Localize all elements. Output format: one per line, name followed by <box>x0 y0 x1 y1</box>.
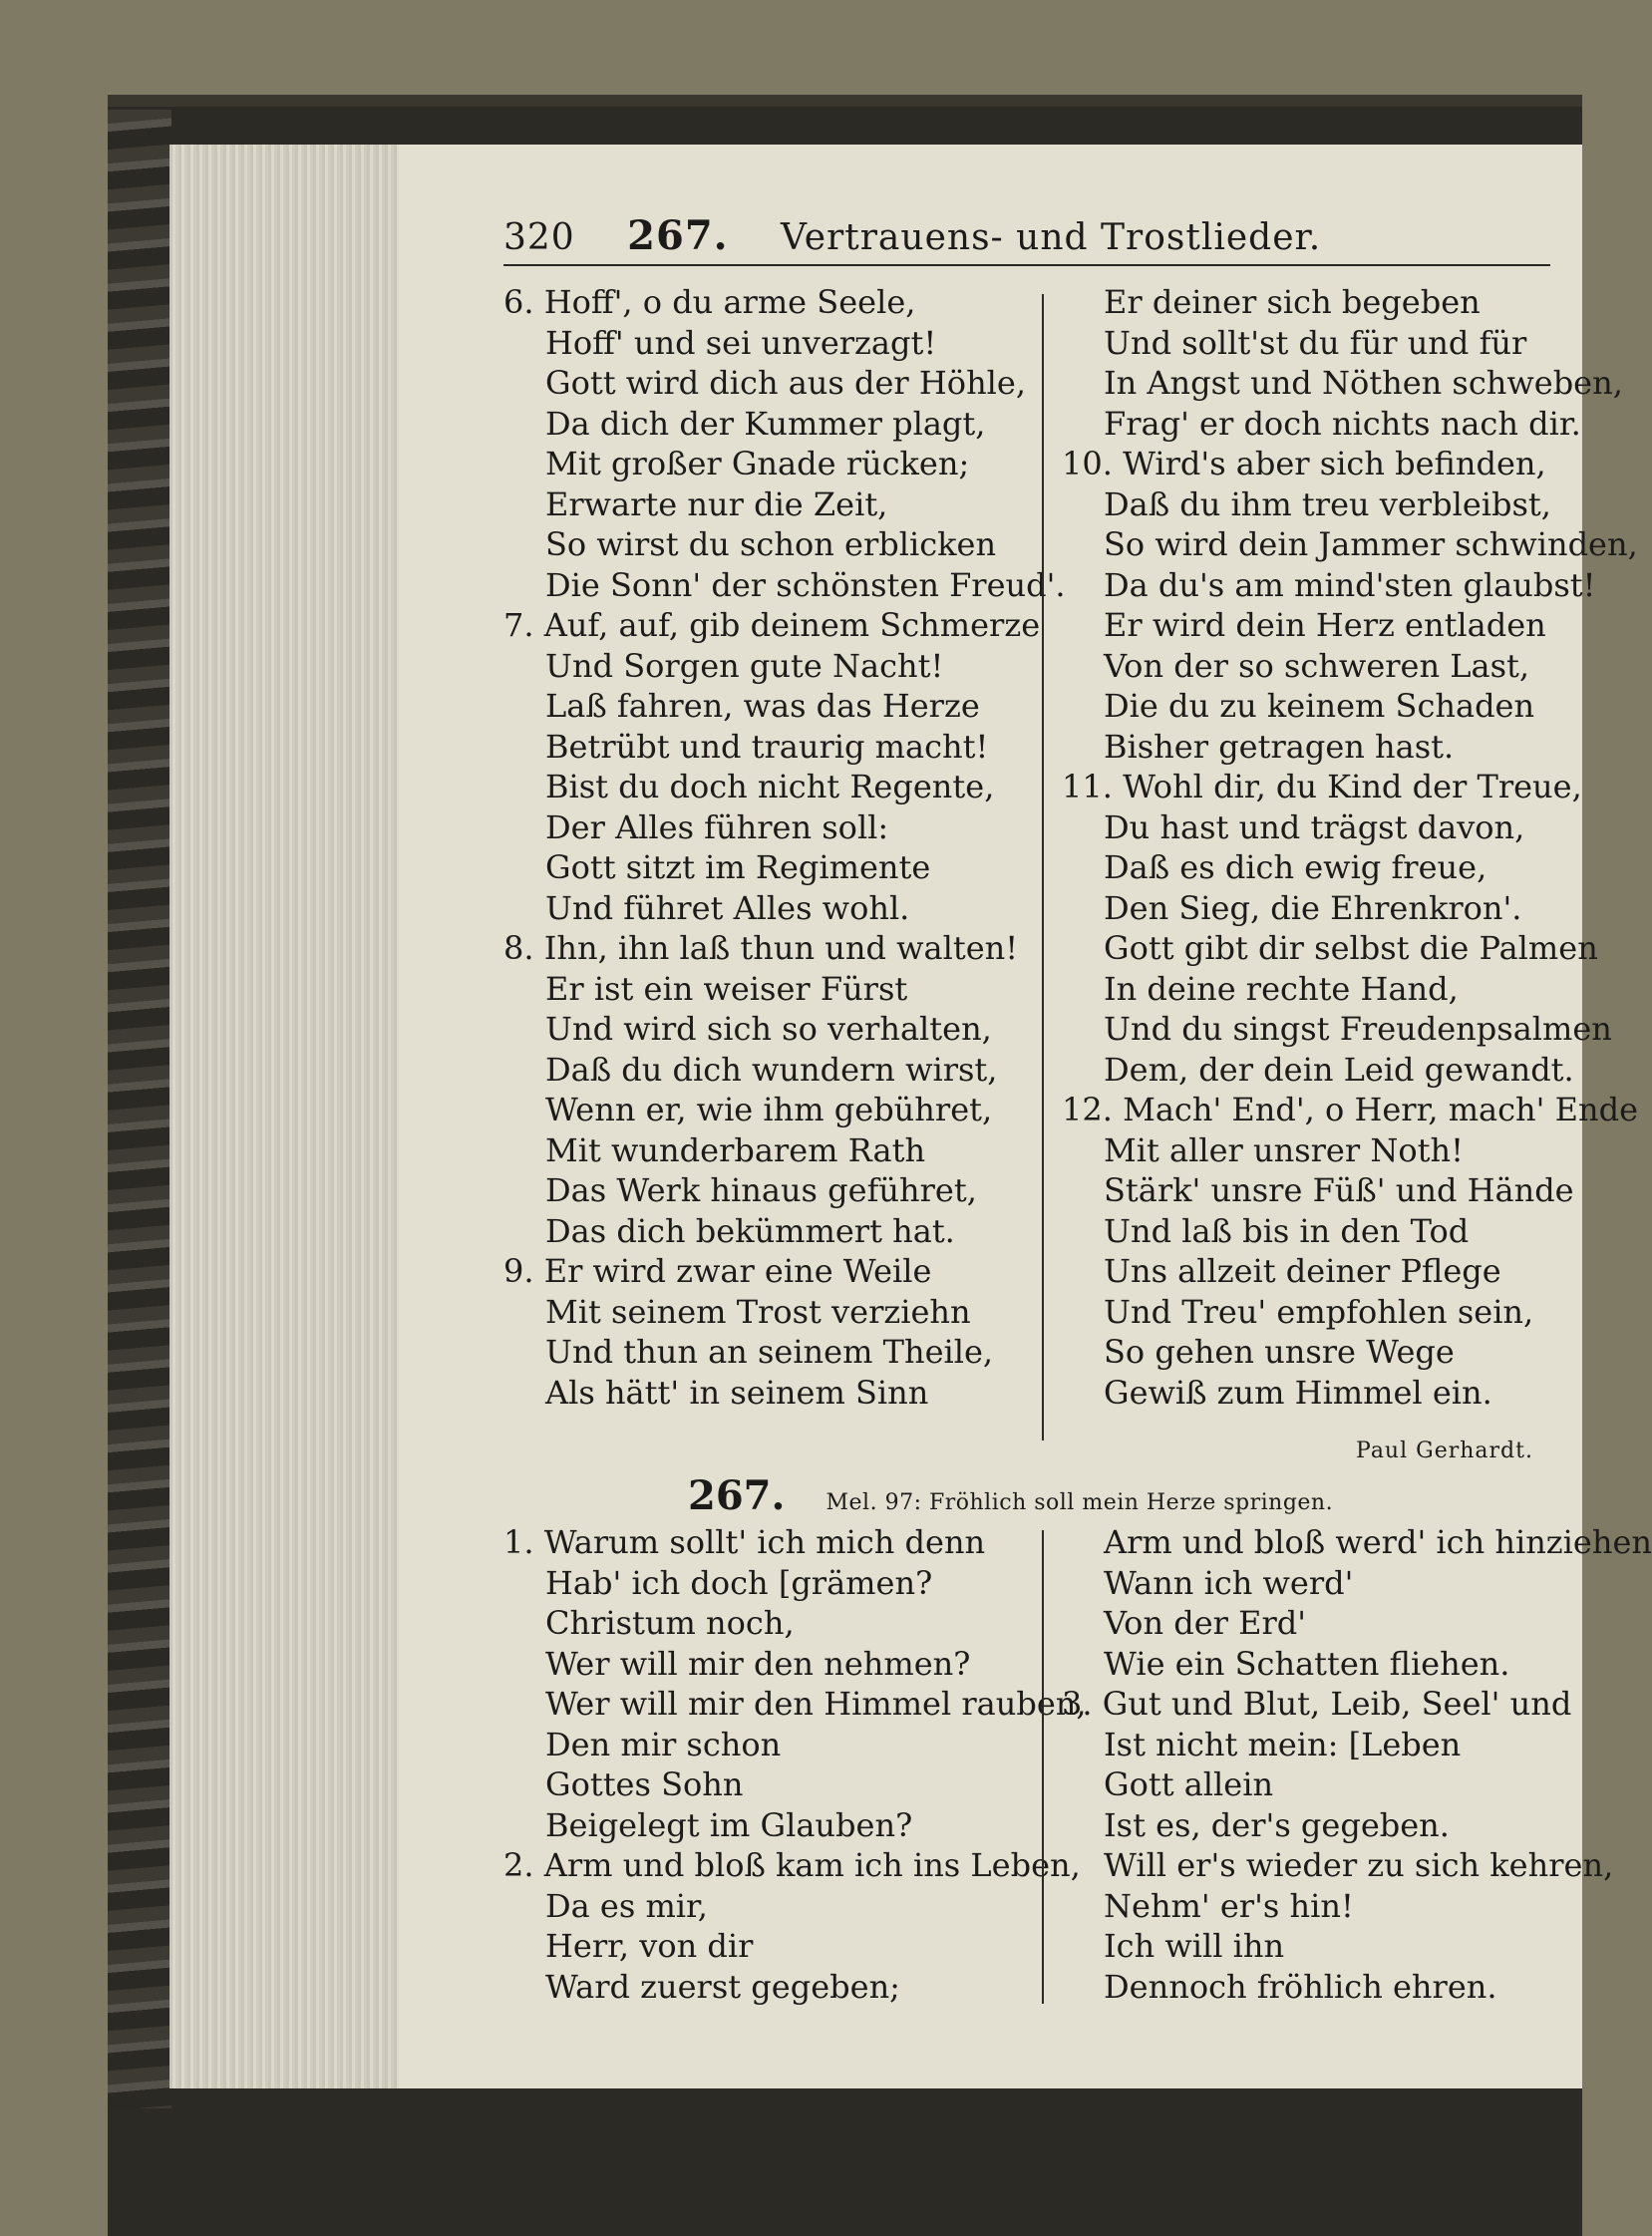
verse-line: Da dich der Kummer plagt, <box>545 404 986 443</box>
verse-line: Daß es dich ewig freue, <box>1104 848 1487 886</box>
verse-line: Laß fahren, was das Herze <box>545 687 980 725</box>
verse-line: Wie ein Schatten fliehen. <box>1104 1644 1510 1683</box>
verse-line: Da es mir, <box>545 1886 708 1925</box>
verse-line: Betrübt und traurig macht! <box>545 727 989 766</box>
verse-line: Mit seinem Trost verziehn <box>545 1292 971 1331</box>
book-page <box>399 145 1652 2088</box>
verse-line: Wenn er, wie ihm gebühret, <box>545 1091 993 1128</box>
verse-line: Ist nicht mein: [Leben <box>1104 1725 1462 1763</box>
verse-line: Ist es, der's gegeben. <box>1104 1805 1450 1844</box>
verse-line: Er deiner sich begeben <box>1104 283 1481 321</box>
verse-line: So gehen unsre Wege <box>1104 1333 1455 1371</box>
verse-line: Beigelegt im Glauben? <box>545 1805 913 1844</box>
verse-line: Er ist ein weiser Fürst <box>545 969 908 1008</box>
verse-line: Wann ich werd' <box>1104 1563 1354 1602</box>
verse-line: Und sollt'st du für und für <box>1104 323 1527 362</box>
verse-line: Den Sieg, die Ehrenkron'. <box>1104 888 1522 927</box>
column-top-right <box>1062 282 1638 1413</box>
verse-line: 10. Wird's aber sich befinden, <box>1062 445 1546 482</box>
verse-line: Da du's am mind'sten glaubst! <box>1104 565 1596 604</box>
verse-line: 9. Er wird zwar eine Weile <box>503 1252 932 1290</box>
verse-line: Und du singst Freudenpsalmen <box>1104 1010 1612 1048</box>
verse-line: 1. Warum sollt' ich mich denn <box>503 1523 986 1561</box>
verse-line: Gott sitzt im Regimente <box>545 848 931 886</box>
verse-line: 2. Arm und bloß kam ich ins Leben, <box>503 1846 1081 1884</box>
verse-line: Bist du doch nicht Regente, <box>545 768 995 805</box>
column-divider-top <box>1042 294 1044 1440</box>
verse-line: Nehm' er's hin! <box>1104 1886 1354 1925</box>
verse-line: 11. Wohl dir, du Kind der Treue, <box>1062 768 1582 805</box>
section-title: Vertrauens- und Trostlieder. <box>781 217 1322 258</box>
verse-line: So wird dein Jammer schwinden, <box>1104 525 1638 563</box>
verse-line: Gewiß zum Himmel ein. <box>1104 1373 1492 1412</box>
verse-line: Hoff' und sei unverzagt! <box>545 323 937 362</box>
melody-line: Mel. 97: Fröhlich soll mein Herze springen. <box>826 1490 1334 1515</box>
verse-line: 3. Gut und Blut, Leib, Seel' und <box>1062 1685 1572 1723</box>
page-edges <box>169 145 409 2088</box>
verse-line: Gott gibt dir selbst die Palmen <box>1104 929 1598 967</box>
verse-line: Und laß bis in den Tod <box>1104 1211 1470 1250</box>
verse-line: Er wird dein Herz entladen <box>1104 606 1546 644</box>
verse-line: Gott allein <box>1104 1765 1274 1803</box>
verse-line: 6. Hoff', o du arme Seele, <box>503 283 916 321</box>
verse-line: 8. Ihn, ihn laß thun und walten! <box>503 929 1019 967</box>
header-rule <box>503 264 1550 266</box>
verse-line: Und Treu' empfohlen sein, <box>1104 1292 1534 1331</box>
verse-line: Hab' ich doch [grämen? <box>545 1563 933 1602</box>
verse-line: Christum noch, <box>545 1604 795 1642</box>
verse-line: Das Werk hinaus geführet, <box>545 1171 977 1209</box>
verse-line: Und wird sich so verhalten, <box>545 1010 992 1048</box>
verse-line: Du hast und trägst davon, <box>1104 807 1525 846</box>
verse-line: Daß du dich wundern wirst, <box>545 1050 998 1089</box>
verse-line: Herr, von dir <box>545 1927 754 1965</box>
verse-line: Die Sonn' der schönsten Freud'. <box>545 565 1066 604</box>
verse-line: Ich will ihn <box>1104 1927 1285 1965</box>
verse-line: Wer will mir den Himmel rauben, <box>545 1685 1087 1723</box>
verse-line: Als hätt' in seinem Sinn <box>545 1373 929 1412</box>
verse-line: Von der so schweren Last, <box>1104 646 1530 685</box>
header-hymn-number: 267. <box>627 212 729 259</box>
verse-line: Gottes Sohn <box>545 1765 744 1803</box>
verse-line: Der Alles führen soll: <box>545 807 889 846</box>
verse-line: 7. Auf, auf, gib deinem Schmerze <box>503 606 1041 644</box>
verse-line: Mit wunderbarem Rath <box>545 1130 926 1169</box>
verse-line: Ward zuerst gegeben; <box>545 1967 900 2006</box>
verse-line: Das dich bekümmert hat. <box>545 1211 955 1250</box>
verse-line: Und Sorgen gute Nacht! <box>545 646 944 685</box>
verse-line: Uns allzeit deiner Pflege <box>1104 1252 1501 1290</box>
verse-line: So wirst du schon erblicken <box>545 525 997 563</box>
verse-line: Frag' er doch nichts nach dir. <box>1104 404 1581 443</box>
verse-line: Den mir schon <box>545 1725 782 1763</box>
column-bottom-right <box>1062 1522 1652 2007</box>
page-header <box>503 212 1560 259</box>
verse-line: Erwarte nur die Zeit, <box>545 484 888 523</box>
verse-line: 12. Mach' End', o Herr, mach' Ende <box>1062 1091 1639 1128</box>
verse-line: Arm und bloß werd' ich hinziehen <box>1104 1523 1652 1561</box>
book-binding-edge <box>108 110 171 2108</box>
author-attribution: Paul Gerhardt. <box>1356 1438 1533 1463</box>
hymn-heading <box>688 1472 1333 1519</box>
verse-line: In deine rechte Hand, <box>1104 969 1459 1008</box>
verse-line: Mit aller unsrer Noth! <box>1104 1130 1464 1169</box>
verse-line: Gott wird dich aus der Höhle, <box>545 364 1027 402</box>
verse-line: Und führet Alles wohl. <box>545 888 910 927</box>
verse-line: Stärk' unsre Füß' und Hände <box>1104 1171 1574 1209</box>
verse-line: Bisher getragen hast. <box>1104 727 1455 766</box>
column-bottom-left <box>503 1522 1087 2007</box>
verse-line: In Angst und Nöthen schweben, <box>1104 364 1623 402</box>
page-number: 320 <box>503 217 575 258</box>
verse-line: Mit großer Gnade rücken; <box>545 445 970 482</box>
column-top-left <box>503 282 1066 1413</box>
verse-line: Will er's wieder zu sich kehren, <box>1104 1846 1614 1884</box>
hymn-number: 267. <box>688 1472 786 1519</box>
verse-line: Von der Erd' <box>1104 1604 1307 1642</box>
verse-line: Dem, der dein Leid gewandt. <box>1104 1050 1574 1089</box>
verse-line: Daß du ihm treu verbleibst, <box>1104 484 1551 523</box>
verse-line: Und thun an seinem Theile, <box>545 1333 994 1371</box>
verse-line: Dennoch fröhlich ehren. <box>1104 1967 1497 2006</box>
verse-line: Die du zu keinem Schaden <box>1104 687 1535 725</box>
column-divider-bottom <box>1042 1530 1044 2004</box>
verse-line: Wer will mir den nehmen? <box>545 1644 971 1683</box>
